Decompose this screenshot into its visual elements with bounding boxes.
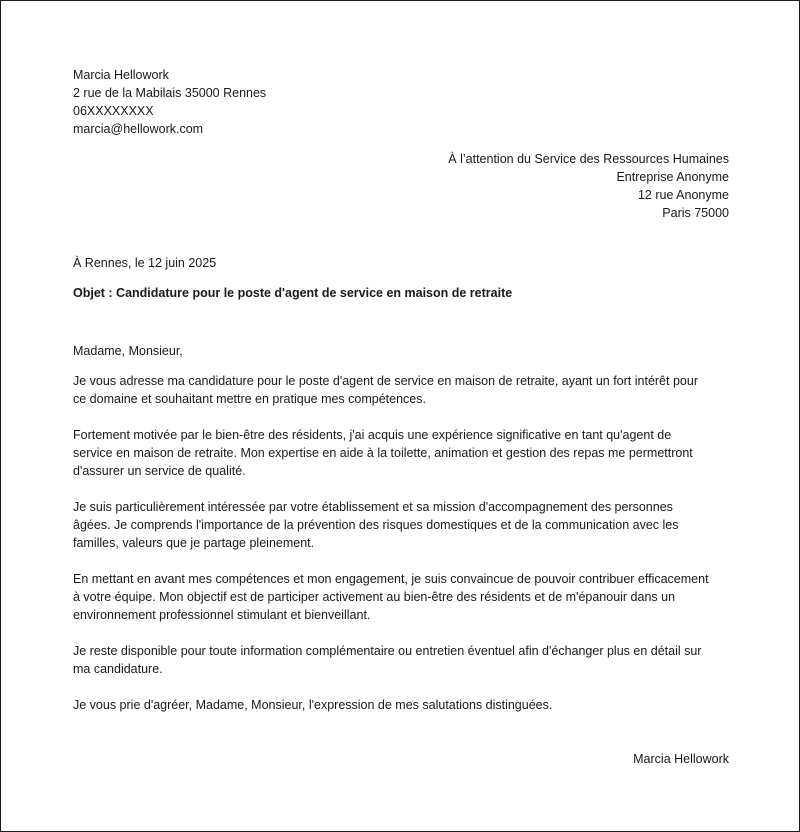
date-line <box>73 254 729 272</box>
recipient-attention: À l’attention du Service des Ressources Humaines <box>448 152 729 166</box>
paragraph-line: d'assurer un service de qualité. <box>73 464 246 478</box>
paragraph-1 <box>73 372 729 408</box>
paragraph-line: familles, valeurs que je partage pleinement. <box>73 536 315 550</box>
paragraph-line: Fortement motivée par le bien-être des résidents, j'ai acquis une expérience significative en tant qu'agent de <box>73 428 672 442</box>
paragraph-line: ma candidature. <box>73 662 163 676</box>
sender-address: 2 rue de la Mabilais 35000 Rennes <box>73 86 267 100</box>
date-text: À Rennes, le 12 juin 2025 <box>73 256 217 270</box>
greeting <box>73 342 729 360</box>
paragraph-5 <box>73 642 729 678</box>
paragraph-line: En mettant en avant mes compétences et mon engagement, je suis convaincue de pouvoir contribuer efficacement <box>73 572 709 586</box>
recipient-city: Paris 75000 <box>662 206 729 220</box>
sender-email: marcia@hellowork.com <box>73 122 204 136</box>
paragraph-line: Je vous adresse ma candidature pour le poste d'agent de service en maison de retraite, ayant un fort intérêt pour <box>73 374 698 388</box>
greeting-text: Madame, Monsieur, <box>73 344 183 358</box>
paragraph-line: service en maison de retraite. Mon expertise en aide à la toilette, animation et gestion des repas me permettront <box>73 446 693 460</box>
paragraph-line: ce domaine et souhaitant mettre en pratique mes compétences. <box>73 392 426 406</box>
paragraph-line: Je vous prie d'agréer, Madame, Monsieur, l'expression de mes salutations distinguées. <box>73 698 553 712</box>
sender-name: Marcia Hellowork <box>73 68 169 82</box>
subject-line <box>73 284 729 302</box>
recipient-block <box>73 150 729 222</box>
paragraph-line: Je suis particulièrement intéressée par votre établissement et sa mission d'accompagnement des personnes <box>73 500 673 514</box>
paragraph-line: Je reste disponible pour toute information complémentaire ou entretien éventuel afin d'échanger plus en détail sur <box>73 644 702 658</box>
paragraph-line: âgées. Je comprends l'importance de la prévention des risques domestiques et de la communication avec les <box>73 518 679 532</box>
paragraph-line: à votre équipe. Mon objectif est de participer activement au bien-être des résidents et de m'épanouir dans un <box>73 590 676 604</box>
paragraph-2 <box>73 426 729 480</box>
signature-name: Marcia Hellowork <box>633 752 729 766</box>
paragraph-line: environnement professionnel stimulant et bienveillant. <box>73 608 371 622</box>
sender-phone: 06XXXXXXXX <box>73 104 154 118</box>
paragraph-3 <box>73 498 729 552</box>
signature-block <box>73 750 729 768</box>
closing-paragraph <box>73 696 729 714</box>
subject-text: Objet : Candidature pour le poste d'agent de service en maison de retraite <box>73 286 513 300</box>
recipient-company: Entreprise Anonyme <box>616 170 729 184</box>
paragraph-4 <box>73 570 729 624</box>
recipient-street: 12 rue Anonyme <box>637 188 729 202</box>
sender-block <box>73 66 729 138</box>
